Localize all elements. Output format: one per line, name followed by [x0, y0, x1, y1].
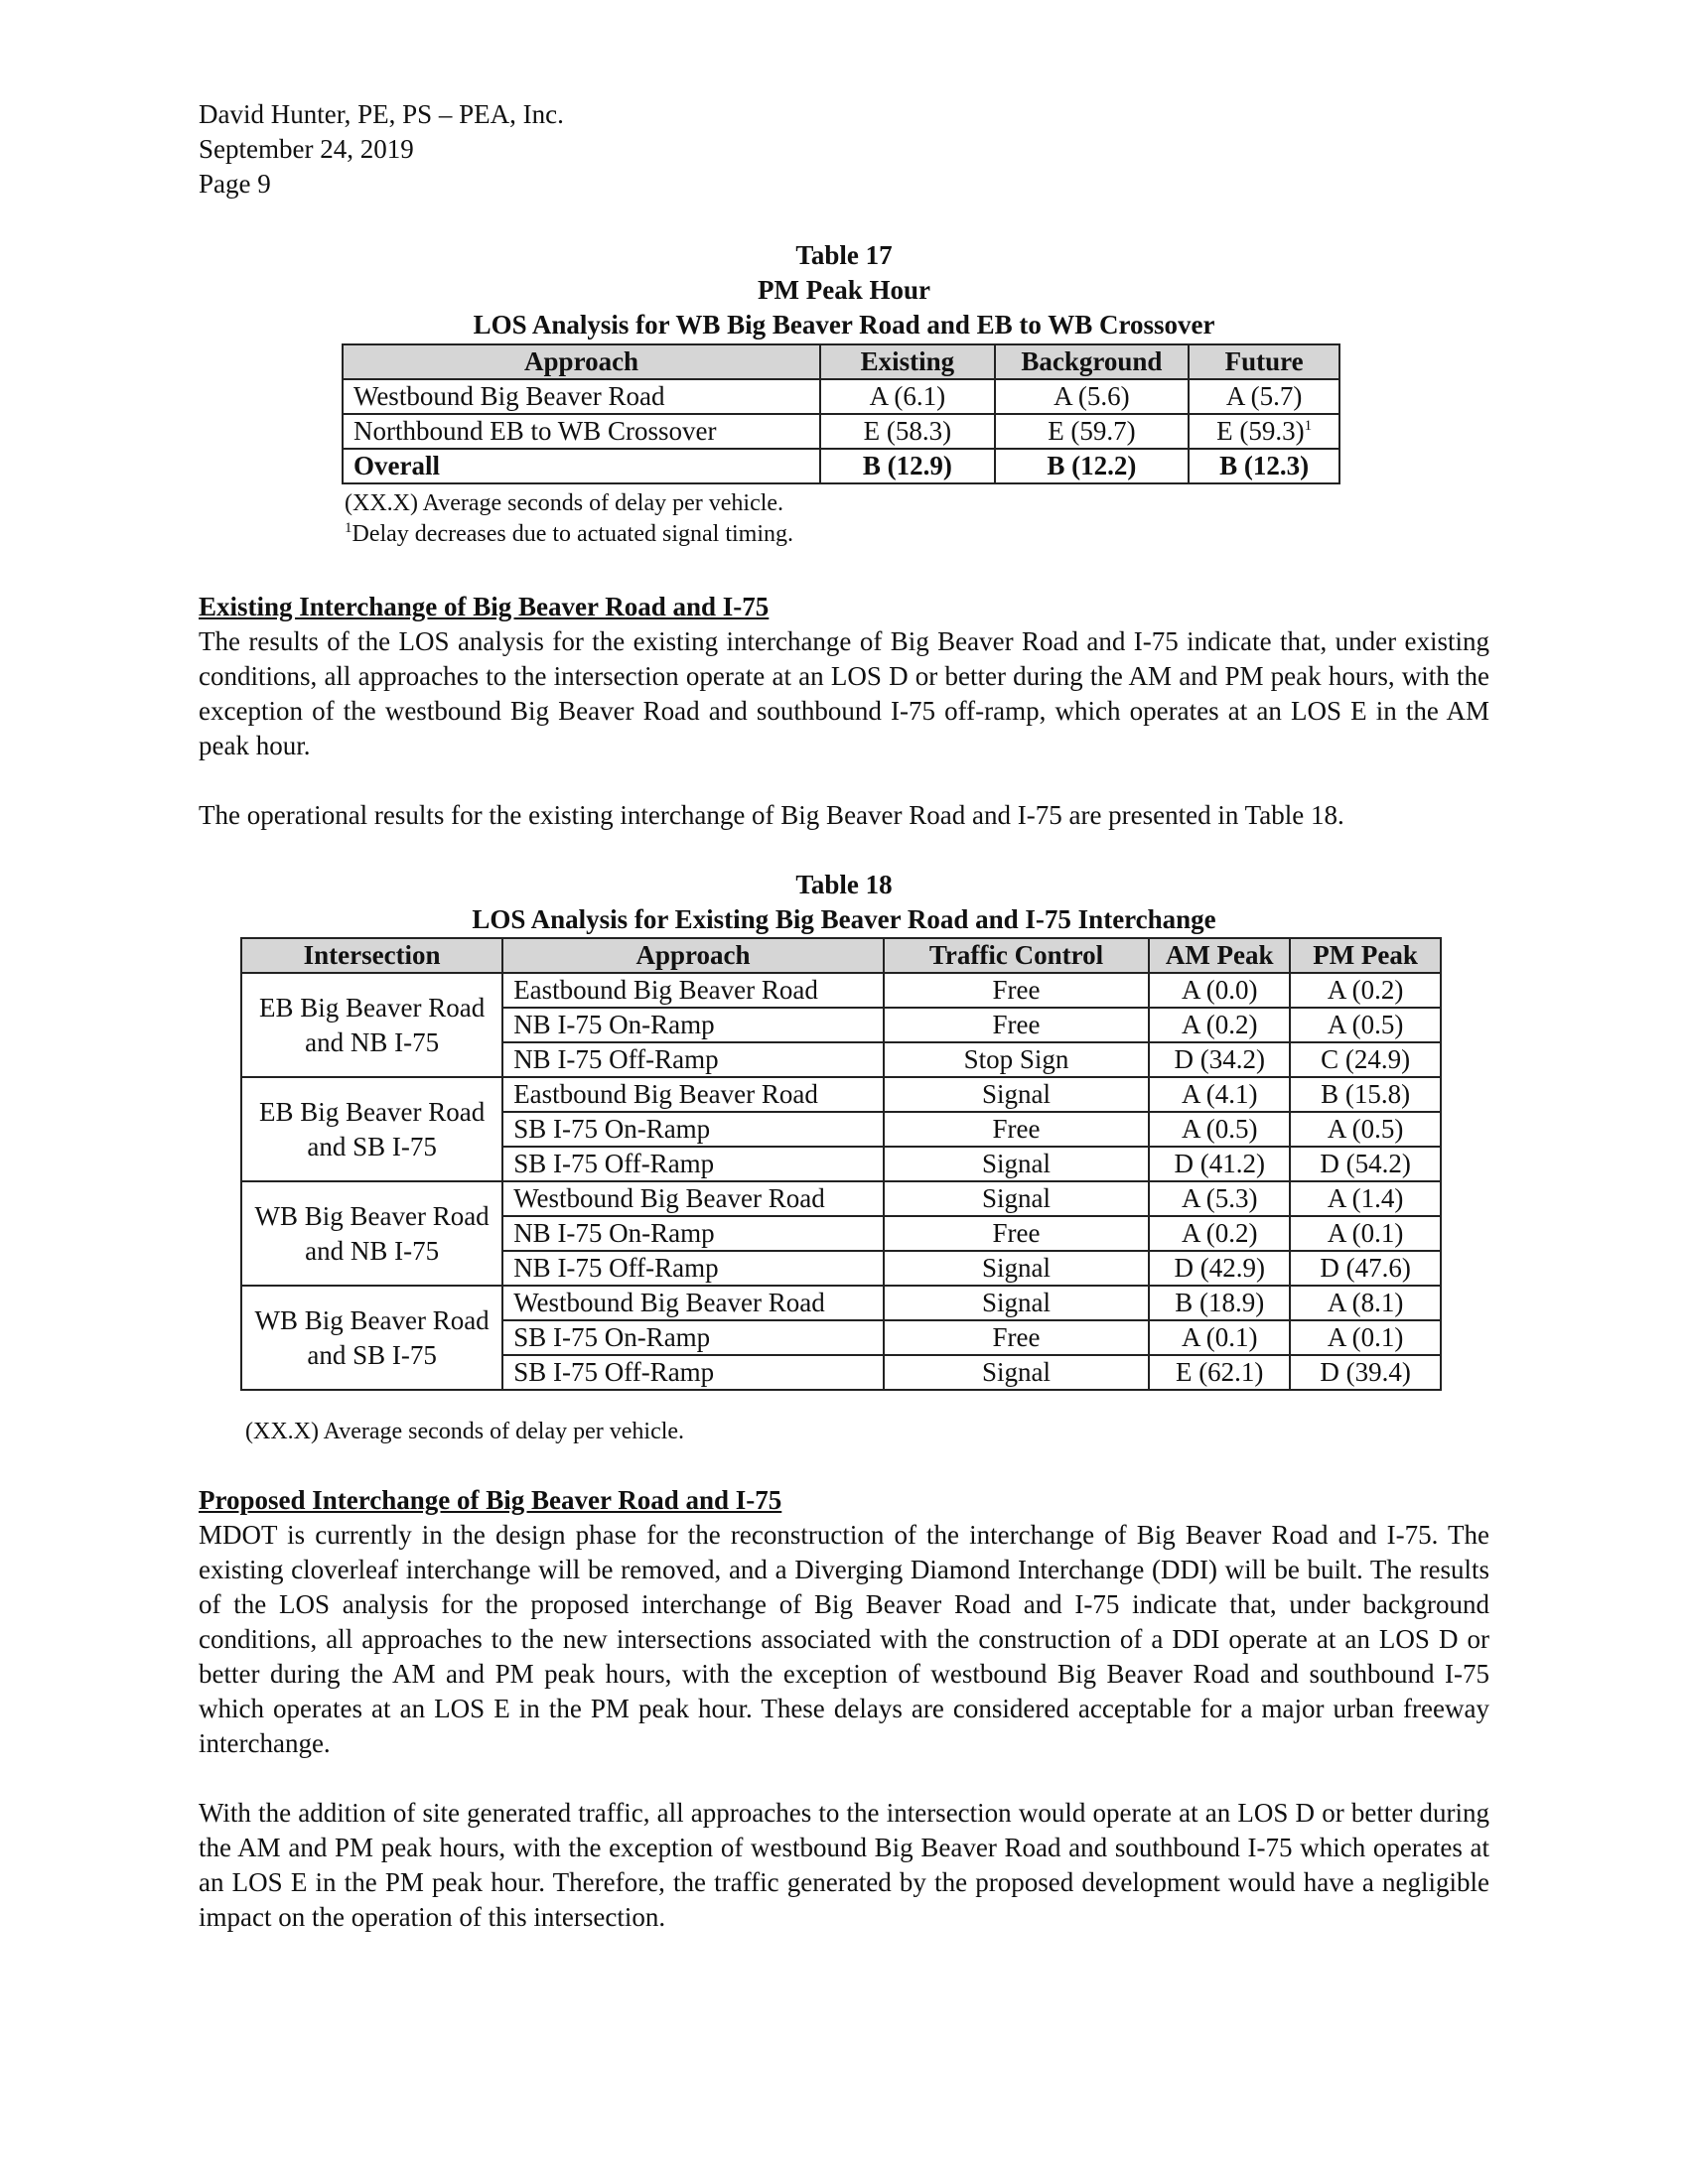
am-peak-cell: A (0.2) [1149, 1008, 1290, 1042]
table17-header-row [343, 344, 1339, 379]
approach-cell: SB I-75 Off-Ramp [502, 1355, 884, 1390]
table17 [342, 343, 1340, 484]
traffic-control-cell: Signal [884, 1181, 1149, 1216]
pm-peak-cell: A (0.2) [1290, 973, 1441, 1008]
traffic-control-cell: Signal [884, 1077, 1149, 1112]
table17-col-header: Future [1189, 344, 1339, 379]
table18 [240, 937, 1442, 1391]
approach-cell: SB I-75 On-Ramp [502, 1112, 884, 1147]
am-peak-cell: D (42.9) [1149, 1251, 1290, 1286]
background-cell: A (5.6) [995, 379, 1190, 414]
am-peak-cell: E (62.1) [1149, 1355, 1290, 1390]
footnote-text: Delay decreases due to actuated signal timing. [352, 521, 794, 547]
pm-peak-cell: A (0.5) [1290, 1008, 1441, 1042]
future-cell [1189, 414, 1339, 449]
pm-peak-cell: D (39.4) [1290, 1355, 1441, 1390]
pm-peak-cell: A (0.1) [1290, 1320, 1441, 1355]
future-cell [1189, 379, 1339, 414]
section-heading-existing-interchange: Existing Interchange of Big Beaver Road and I-75 [199, 592, 770, 621]
pm-peak-cell: A (0.1) [1290, 1216, 1441, 1251]
section-heading-proposed-interchange: Proposed Interchange of Big Beaver Road and I-75 [199, 1485, 782, 1515]
approach-cell: Eastbound Big Beaver Road [502, 1077, 884, 1112]
pm-peak-cell: D (47.6) [1290, 1251, 1441, 1286]
paragraph-table18-reference: The operational results for the existing interchange of Big Beaver Road and I-75 are presented in Table 18. [199, 800, 1344, 830]
future-value: E (59.3) [1216, 416, 1305, 446]
traffic-control-cell: Free [884, 1320, 1149, 1355]
header-page-number: Page 9 [199, 169, 271, 199]
paragraph-proposed-results: MDOT is currently in the design phase for the reconstruction of the interchange of Big Beaver Road and I-75. The existing cloverleaf interchange will be removed, and a Diverging Diamond Interchange (DDI) will be built. The results of the LOS analysis for the proposed interchange of Big Beaver Road and I-75 indicate that, under background conditions, all approaches to the new intersections associated with the construction of a DDI operate at an LOS D or better during the AM and PM peak hours, with the exception of westbound Big Beaver Road and southbound I-75 which operates at an LOS E in the PM peak hour. These delays are considered acceptable for a major urban freeway interchange. [199, 1520, 1489, 1758]
intersection-cell: WB Big Beaver Road and SB I-75 [241, 1286, 502, 1390]
existing-cell: E (58.3) [820, 414, 994, 449]
table17-col-header: Approach [343, 344, 820, 379]
traffic-control-cell: Signal [884, 1286, 1149, 1320]
am-peak-cell: D (41.2) [1149, 1147, 1290, 1181]
table-row [241, 973, 1441, 1008]
header-author: David Hunter, PE, PS – PEA, Inc. [199, 99, 564, 129]
table18-col-header: Traffic Control [884, 938, 1149, 973]
am-peak-cell: A (0.0) [1149, 973, 1290, 1008]
am-peak-cell: D (34.2) [1149, 1042, 1290, 1077]
table17-col-header: Existing [820, 344, 994, 379]
approach-cell: NB I-75 Off-Ramp [502, 1251, 884, 1286]
table17-note-delay: (XX.X) Average seconds of delay per vehicle. [345, 490, 784, 516]
pm-peak-cell: D (54.2) [1290, 1147, 1441, 1181]
am-peak-cell: A (0.5) [1149, 1112, 1290, 1147]
table17-title: LOS Analysis for WB Big Beaver Road and EB to WB Crossover [473, 310, 1215, 340]
pm-peak-cell: A (8.1) [1290, 1286, 1441, 1320]
paragraph-existing-results: The results of the LOS analysis for the existing interchange of Big Beaver Road and I-75 indicate that, under existing conditions, all approaches to the intersection operate at an LOS D or better during the AM and PM peak hours, with the exception of the westbound Big Beaver Road and southbound I-75 off-ramp, which operates at an LOS E in the AM peak hour. [199, 626, 1489, 760]
table18-title: LOS Analysis for Existing Big Beaver Road and I-75 Interchange [472, 904, 1216, 934]
traffic-control-cell: Free [884, 1008, 1149, 1042]
traffic-control-cell: Signal [884, 1147, 1149, 1181]
background-cell: B (12.2) [995, 449, 1190, 483]
table-row-overall [343, 449, 1339, 483]
approach-cell: SB I-75 On-Ramp [502, 1320, 884, 1355]
intersection-cell: EB Big Beaver Road and SB I-75 [241, 1077, 502, 1181]
table18-col-header: PM Peak [1290, 938, 1441, 973]
table18-caption [0, 868, 1688, 937]
table18-note-delay: (XX.X) Average seconds of delay per vehicle. [245, 1419, 685, 1444]
table17-number: Table 17 [795, 240, 893, 270]
traffic-control-cell: Signal [884, 1355, 1149, 1390]
pm-peak-cell: A (1.4) [1290, 1181, 1441, 1216]
existing-cell: B (12.9) [820, 449, 994, 483]
pm-peak-cell: A (0.5) [1290, 1112, 1441, 1147]
approach-cell: Westbound Big Beaver Road [343, 379, 820, 414]
table18-header-row [241, 938, 1441, 973]
paragraph-site-traffic: With the addition of site generated traffic, all approaches to the intersection would operate at an LOS D or better during the AM and PM peak hours, with the exception of westbound Big Beaver Road and southbound I-75 which operates at an LOS E in the PM peak hour. Therefore, the traffic generated by the proposed development would have a negligible impact on the operation of this intersection. [199, 1798, 1489, 1932]
table17-col-header: Background [995, 344, 1190, 379]
footnote-marker: 1 [1304, 418, 1313, 434]
table-row [343, 379, 1339, 414]
table17-caption [0, 238, 1688, 342]
table-row [241, 1077, 1441, 1112]
approach-cell: NB I-75 Off-Ramp [502, 1042, 884, 1077]
pm-peak-cell: B (15.8) [1290, 1077, 1441, 1112]
approach-cell: SB I-75 Off-Ramp [502, 1147, 884, 1181]
letter-header [199, 97, 564, 202]
background-cell: E (59.7) [995, 414, 1190, 449]
traffic-control-cell: Signal [884, 1251, 1149, 1286]
traffic-control-cell: Stop Sign [884, 1042, 1149, 1077]
am-peak-cell: B (18.9) [1149, 1286, 1290, 1320]
am-peak-cell: A (0.2) [1149, 1216, 1290, 1251]
intersection-cell: EB Big Beaver Road and NB I-75 [241, 973, 502, 1077]
intersection-cell: WB Big Beaver Road and NB I-75 [241, 1181, 502, 1286]
approach-cell: NB I-75 On-Ramp [502, 1216, 884, 1251]
approach-cell: NB I-75 On-Ramp [502, 1008, 884, 1042]
traffic-control-cell: Free [884, 1112, 1149, 1147]
approach-cell: Westbound Big Beaver Road [502, 1286, 884, 1320]
pm-peak-cell: C (24.9) [1290, 1042, 1441, 1077]
future-cell [1189, 449, 1339, 483]
table18-col-header: AM Peak [1149, 938, 1290, 973]
approach-cell: Overall [343, 449, 820, 483]
future-value: A (5.7) [1225, 381, 1303, 411]
existing-cell: A (6.1) [820, 379, 994, 414]
table18-col-header: Approach [502, 938, 884, 973]
approach-cell: Eastbound Big Beaver Road [502, 973, 884, 1008]
am-peak-cell: A (5.3) [1149, 1181, 1290, 1216]
table17-subtitle: PM Peak Hour [758, 275, 930, 305]
table-row [241, 1181, 1441, 1216]
traffic-control-cell: Free [884, 973, 1149, 1008]
approach-cell: Northbound EB to WB Crossover [343, 414, 820, 449]
header-date: September 24, 2019 [199, 134, 414, 164]
footnote-marker: 1 [345, 520, 352, 536]
table-row [241, 1286, 1441, 1320]
traffic-control-cell: Free [884, 1216, 1149, 1251]
am-peak-cell: A (0.1) [1149, 1320, 1290, 1355]
table17-note-footnote [345, 519, 793, 550]
table18-col-header: Intersection [241, 938, 502, 973]
future-value: B (12.3) [1219, 451, 1310, 480]
approach-cell: Westbound Big Beaver Road [502, 1181, 884, 1216]
am-peak-cell: A (4.1) [1149, 1077, 1290, 1112]
table18-number: Table 18 [795, 870, 893, 899]
table18-body [241, 938, 1441, 1390]
table-row [343, 414, 1339, 449]
